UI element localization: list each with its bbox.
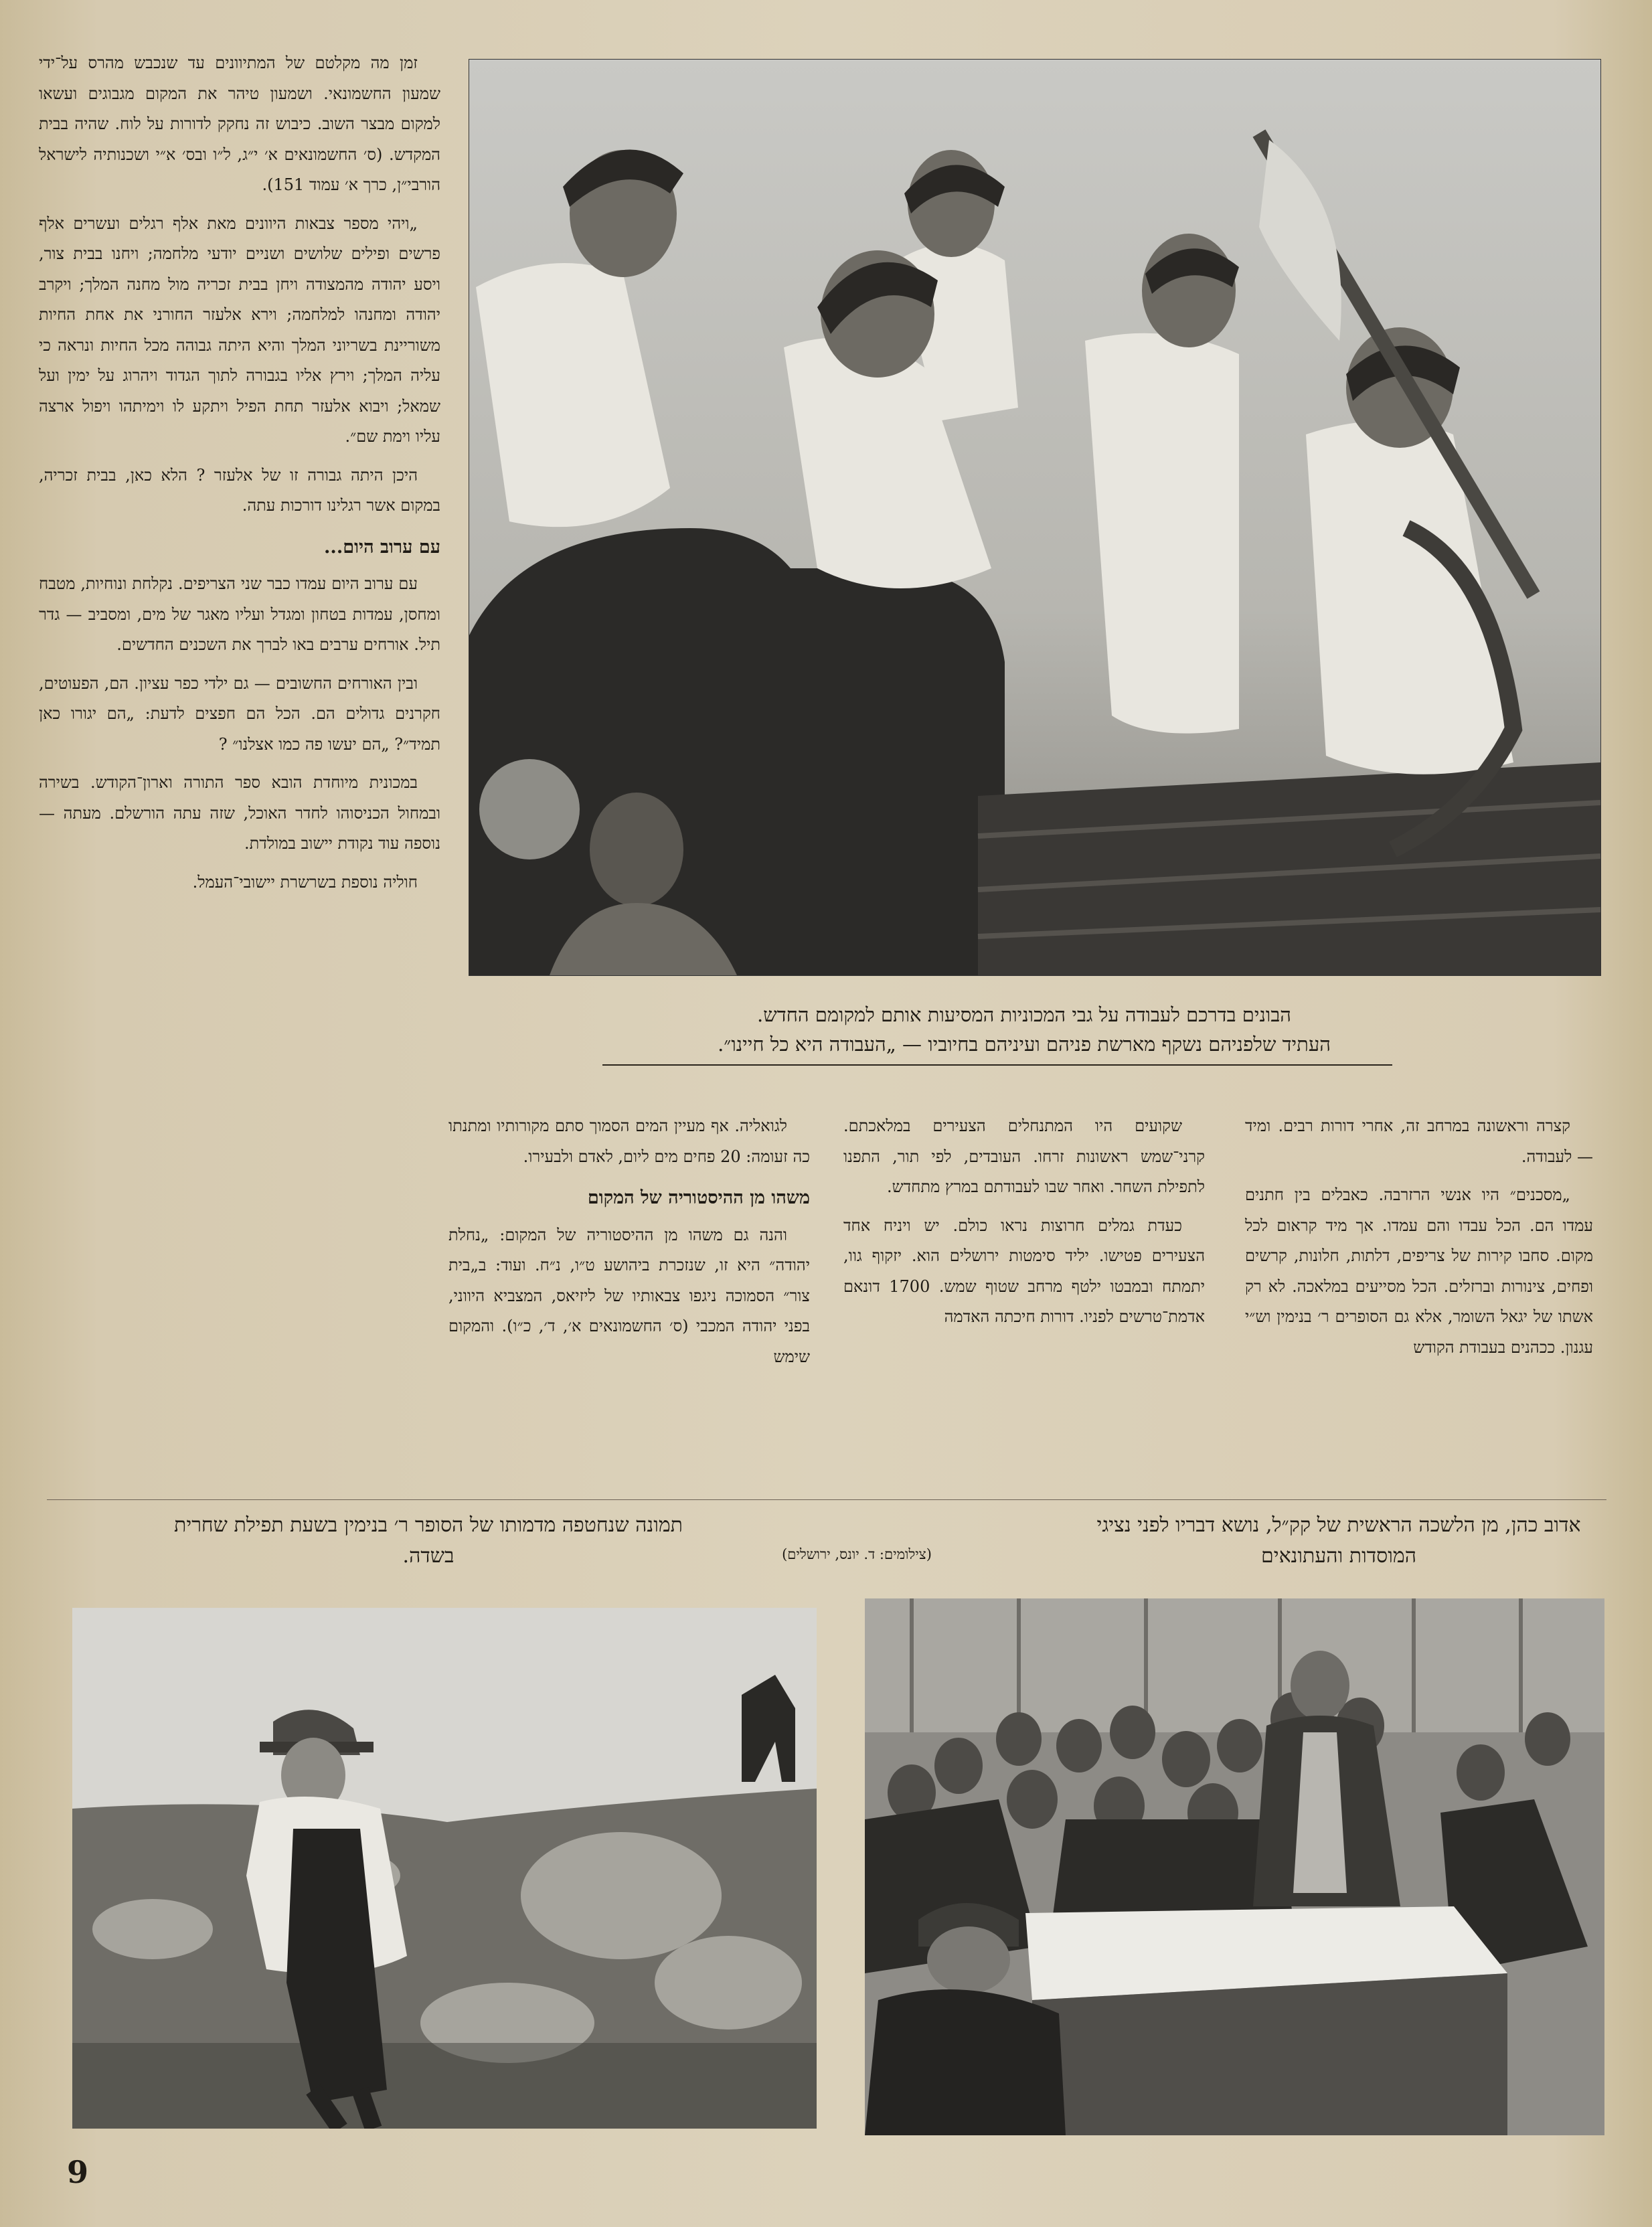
- top-caption-line-1: הבונים בדרכם לעבודה על גבי המכוניות המסיעות אותם למקומם החדש.: [757, 1003, 1291, 1026]
- bottom-left-photo-image: [72, 1608, 817, 2129]
- left-paragraph-7: חוליה נוספת בשרשרת יישובי־העמל.: [192, 872, 418, 892]
- left-paragraph-2: „ויהי מספר צבאות היוונים מאת אלף רגלים ועשרים אלף פרשים ופילים שלושים ושניים יודעי מלחמה; ויחנו בבית צור, ויסע יהודה מהמצודה ויחן בבית זכריה מול מחנה המלך; ויקרב יהודה ומחנהו למלחמה; וירא אלעזר החורני את אחת החיות משוריינת בשריוני המלך והיא היתה גבוהה מכל החיות ונראה כי עליה המלך; וירץ אליו בגבורה לתוך הגדוד ויהרוג על ימין ועל שמאל; ויבוא אלעזר תחת הפיל ויתקע לו וימיתהו ויפול ארצה עליו וימת שם״.: [39, 214, 440, 446]
- middle-column-left: [448, 1111, 810, 1473]
- left-paragraph-1: זמן מה מקלטם של המתיוונים עד שנכבש מהרס על־ידי שמעון החשמונאי. ושמעון טיהר את המקום מגבוגים ועשאו למקום מבצר השוב. כיבוש זה נחקק לדורות על לוח. שהיה בבית המקדש. (ס׳ החשמונאים א׳ י״ג, ל״ו ובס׳ א״י ושכנותיה לישראל הורבי״ן, כרך א׳ עמוד 151).: [39, 54, 440, 194]
- top-caption-line-2: העתיד שלפניהם נשקף מארשת פניהם ועיניהם בחיוביו — „העבודה היא כל חיינו״.: [718, 1033, 1331, 1056]
- page-number: 9: [67, 2154, 89, 2190]
- left-paragraph-4: עם ערוב היום עמדו כבר שני הצריפים. נקלחת ונוחיות, מטבח ומחסן, עמדות בטחון ומגדל ועליו מאגר של מים, ומסביב — גדר תיל. אורחים ערבים באו לברך את השכנים החדשים.: [39, 574, 440, 654]
- mid-left-paragraph-2: והנה גם משהו מן ההיסטוריה של המקום: „נחלת יהודה״ היא זו, שנזכרת ביהושע ט״ו, נ״ח. ועוד: ב„בית צור״ הסמוכה ניגפו צבאותיו של ליזיאס, המצביא היווני, בפני יהודה המכבי (ס׳ החשמונאים א׳, ד׳, כ״ו). והמקום שימש: [448, 1225, 810, 1366]
- mid-left-paragraph-1: לגואליה. אף מעיין המים הסמוך סתם מקורותיו ומתנתו כה זעומה: 20 פחים מים ליום, לאדם ולבעירו.: [448, 1117, 810, 1166]
- photo-credit: (צילומים: ד. יונס, ירושלים): [782, 1546, 932, 1562]
- middle-column-right: [1245, 1111, 1593, 1473]
- left-text-column: [39, 48, 440, 1481]
- mid-center-paragraph-1: שקועים היו המתנחלים הצעירים במלאכתם. קרני־שמש ראשונות זרחו. העובדים, לפי תור, התפנו לתפילת השחר. ואחר שבו לעבודתם במרץ מתחדש.: [843, 1117, 1205, 1196]
- bottom-right-caption: אדוב כהן, מן הלשכה הראשית של קק״ל, נושא דבריו לפני נציגי המוסדות והעתונאים: [1096, 1513, 1581, 1568]
- bottom-left-photo-prayer: [72, 1608, 817, 2129]
- top-photo-workers-on-truck: [469, 59, 1601, 976]
- top-caption-underline: [602, 1064, 1392, 1066]
- mid-left-subheading: משהו מן ההיסטוריה של המקום: [587, 1187, 810, 1208]
- bottom-right-photo-image: [865, 1598, 1604, 2135]
- middle-column-center: [843, 1111, 1205, 1473]
- left-subheading: עם ערוב היום...: [324, 536, 440, 558]
- left-paragraph-3: היכן היתה גבורה זו של אלעזר ? הלא כאן, בבית זכריה, במקום אשר רגלינו דורכות עתה.: [39, 465, 440, 515]
- left-paragraph-6: במכונית מיוחדת הובא ספר התורה וארון־הקודש. בשירה ובמחול הכניסוהו לחדר האוכל, שזה עתה הורשלם. מעתה — נוספה עוד נקודת יישוב במולדת.: [39, 773, 440, 853]
- top-photo-image: [469, 60, 1600, 975]
- mid-center-paragraph-2: כעדת גמלים חרוצות נראו כולם. יש ויניח אחד הצעירים פטישו. יליד סימטות ירושלים הוא. יזקוף גוו, יתמתח ובמבטו ילטף מרחב שטוף שמש. 1700 דונאם אדמת־טרשים לפניו. דורות חיכתה האדמה: [843, 1216, 1205, 1326]
- mid-right-paragraph-1: קצרה וראשונה במרחב זה, אחרי דורות רבים. ומיד — לעבודה.: [1245, 1117, 1593, 1166]
- mid-right-paragraph-2: „מסכנים״ היו אנשי הרזרבה. כאבלים בין חתנים עמדו הם. הכל עבדו והם עמדו. אך מיד קראום לכל מקום. סחבו קירות של צריפים, דלתות, חלונות, קרשים ופחים, צינורות וברזלים. הכל מסייעים במלאכה. לא רק אשתו של יגאל השומר, אלא גם הסופרים ר׳ בנימין וש״י עגנון. ככהנים בעבודת הקודש: [1245, 1185, 1593, 1357]
- top-photo-caption: [482, 1000, 1566, 1059]
- left-paragraph-5: ובין האורחים החשובים — גם ילדי כפר עציון. הם, הפעוטים, חקרנים גדולים הם. הכל הם חפצים לדעת: „הם יגורו כאן תמיד״? „הם יעשו פה כמו אצלנו״ ?: [39, 673, 440, 754]
- bottom-right-photo-meeting: [865, 1598, 1604, 2135]
- bottom-section-rule: [47, 1499, 1606, 1500]
- bottom-left-caption: תמונה שנחטפה מדמותו של הסופר ר׳ בנימין בשעת תפילת שחרית בשדה.: [174, 1513, 683, 1568]
